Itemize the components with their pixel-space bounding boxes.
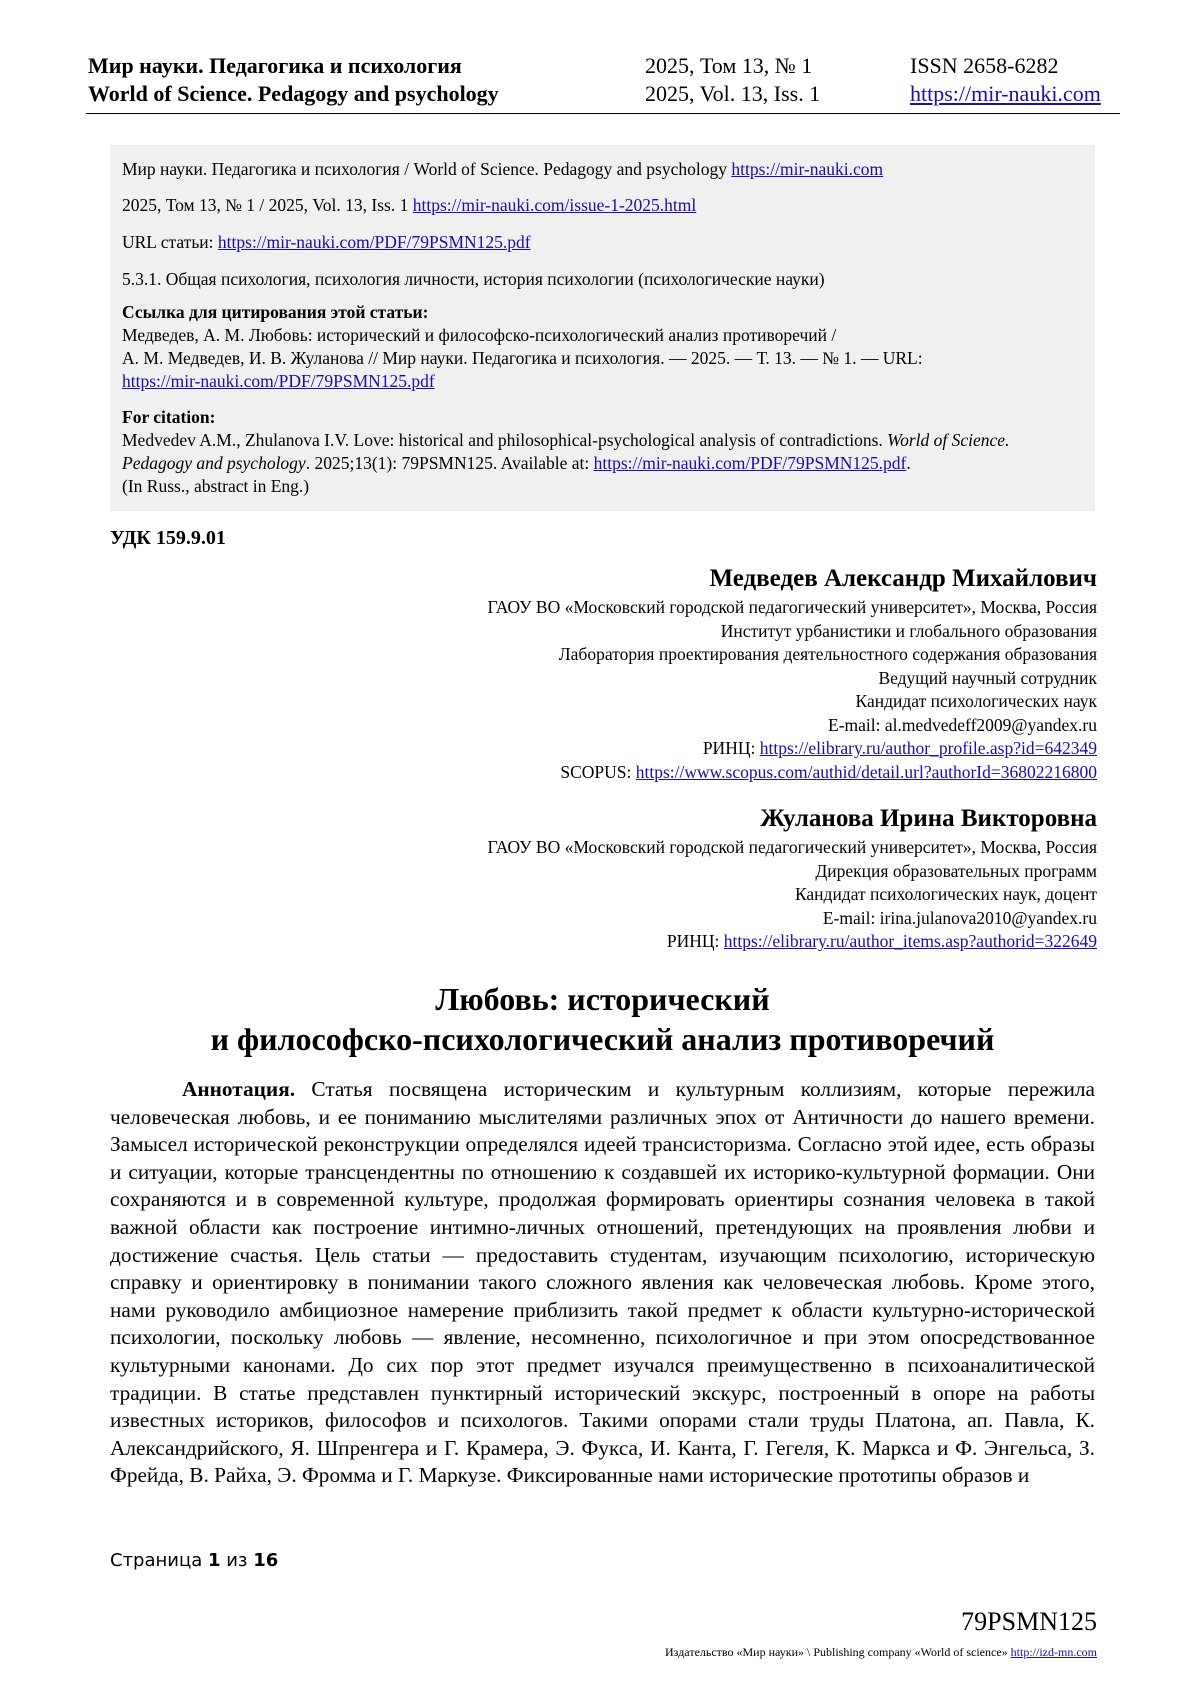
journal-title-en: World of Science. Pedagogy and psychology bbox=[88, 81, 499, 106]
author-department: Дирекция образовательных программ bbox=[815, 860, 1097, 881]
author-degree: Кандидат психологических наук, доцент bbox=[794, 884, 1097, 904]
author-email: E-mail: al.medvedeff2009@yandex.ru bbox=[828, 714, 1097, 735]
author-degree: Кандидат психологических наук bbox=[855, 691, 1097, 711]
author-block-2 bbox=[488, 803, 1097, 954]
article-url-link[interactable]: https://mir-nauki.com/PDF/79PSMN125.pdf bbox=[217, 232, 531, 252]
citation-en: For citation: Medvedev A.M., Zhulanova I.V. Love: historical and philosophical-psychological analysis of contradictions. World of Science. Pedagogy and psychology. 2025;13(1): 79PSMN125. Available at: https://mir-nauki.com/PDF/79PSMN125.pdf. (In Russ., abstract in Eng.) bbox=[122, 407, 1010, 496]
info-line-issue: 2025, Том 13, № 1 / 2025, Vol. 13, Iss. 1 https://mir-nauki.com/issue-1-2025.html bbox=[122, 195, 697, 215]
page-number: Страница 1 из 16 bbox=[110, 1550, 279, 1571]
publisher-line: Издательство «Мир науки» \ Publishing company «World of science» http://izd-mn.com bbox=[665, 1645, 1097, 1659]
author-block-1 bbox=[488, 563, 1097, 784]
header-divider bbox=[86, 113, 1120, 114]
author-institute: Институт урбанистики и глобального образования bbox=[720, 620, 1097, 641]
publisher-link[interactable]: http://izd-mn.com bbox=[1010, 1645, 1097, 1659]
info-line-specialty: 5.3.1. Общая психология, психология личности, история психологии (психологические науки) bbox=[122, 269, 825, 289]
abstract bbox=[110, 1076, 1095, 1490]
scopus-link[interactable]: https://www.scopus.com/authid/detail.url?authorId=36802216800 bbox=[635, 761, 1097, 782]
author-lab: Лаборатория проектирования деятельностного содержания образования bbox=[558, 644, 1097, 664]
author-email: E-mail: irina.julanova2010@yandex.ru bbox=[822, 907, 1097, 928]
journal-link[interactable]: https://mir-nauki.com bbox=[731, 159, 884, 179]
rinc-link[interactable]: https://elibrary.ru/author_profile.asp?id=642349 bbox=[759, 738, 1097, 758]
citation-en-heading: For citation: bbox=[122, 407, 216, 427]
issue-en: 2025, Vol. 13, Iss. 1 bbox=[645, 81, 821, 106]
journal-title-ru: Мир науки. Педагогика и психология bbox=[88, 53, 462, 78]
journal-header bbox=[88, 52, 1118, 108]
article-title: Любовь: исторический и философско-психологический анализ противоречий bbox=[210, 981, 995, 1057]
site-link[interactable]: https://mir-nauki.com bbox=[910, 81, 1101, 106]
issue-ru: 2025, Том 13, № 1 bbox=[645, 53, 813, 78]
rinc-link[interactable]: https://elibrary.ru/author_items.asp?authorid=322649 bbox=[723, 931, 1097, 951]
author-rinc: РИНЦ: https://elibrary.ru/author_items.asp?authorid=322649 bbox=[666, 931, 1097, 951]
author-name: Жуланова Ирина Викторовна bbox=[760, 805, 1097, 832]
author-rinc: РИНЦ: https://elibrary.ru/author_profile.asp?id=642349 bbox=[702, 738, 1097, 758]
citation-en-link[interactable]: https://mir-nauki.com/PDF/79PSMN125.pdf bbox=[593, 453, 907, 473]
abstract-text: Статья посвящена историческим и культурным коллизиям, которые пережила человеческая любовь, и ее пониманию мыслителями различных эпох от Античности до нашего времени. Замысел исторической реконструкции определялся идеей трансисторизма. Согласно этой идее, есть образы и ситуации, которые трансцендентны по отношению к создавшей их историко-культурной формации. Они сохраняются и в современной культуре, продолжая формировать ориентиры сознания человека в такой важной области как построение интимно-личных отношений, претендующих на проявления любви и достижение счастья. Цель статьи — предоставить студентам, изучающим психологию, историческую справку и ориентировку в понимании такого сложного явления как человеческая любовь. Кроме этого, нами руководило амбициозное намерение приблизить такой предмет к области культурно-исторической психологии, поскольку любовь — явление, несомненно, психологичное и при этом опосредствованное культурными канонами. До сих пор этот предмет изучался преимущественно в психоаналитической традиции. В статье представлен пунктирный исторический экскурс, построенный в опоре на работы известных историков, философов и психологов. Такими опорами стали труды Платона, ап. Павла, К. Александрийского, Я. Шпренгера и Г. Крамера, Э. Фукса, И. Канта, Г. Гегеля, К. Маркса и Ф. Энгельса, З. Фрейда, В. Райха, Э. Фромма и Г. Маркузе. Фиксированные нами исторические прототипы образов и bbox=[110, 1077, 1095, 1488]
author-affiliation: ГАОУ ВО «Московский городской педагогический университет», Москва, Россия bbox=[487, 837, 1097, 857]
article-code: 79PSMN125 bbox=[961, 1607, 1097, 1636]
citation-info-box bbox=[110, 145, 1095, 511]
citation-ru-heading: Ссылка для цитирования этой статьи: bbox=[122, 302, 429, 322]
author-scopus: SCOPUS: https://www.scopus.com/authid/detail.url?authorId=36802216800 bbox=[560, 761, 1097, 782]
abstract-label: Аннотация. bbox=[182, 1077, 296, 1101]
issue-link[interactable]: https://mir-nauki.com/issue-1-2025.html bbox=[412, 195, 697, 215]
udk-code: УДК 159.9.01 bbox=[110, 527, 226, 549]
citation-ru: Ссылка для цитирования этой статьи: Медведев, А. М. Любовь: исторический и философско-психологический анализ противоречий / А. М. Медведев, И. В. Жуланова // Мир науки. Педагогика и психология. — 2025. — Т. 13. — № 1. — URL: https://mir-nauki.com/PDF/79PSMN125.pdf bbox=[122, 302, 923, 391]
citation-ru-link[interactable]: https://mir-nauki.com/PDF/79PSMN125.pdf bbox=[122, 371, 435, 391]
author-name: Медведев Александр Михайлович bbox=[709, 565, 1097, 592]
info-line-url: URL статьи: https://mir-nauki.com/PDF/79PSMN125.pdf bbox=[122, 232, 531, 252]
info-line-journal: Мир науки. Педагогика и психология / World of Science. Pedagogy and psychology https://mir-nauki.com bbox=[122, 159, 884, 179]
issn: ISSN 2658-6282 bbox=[910, 53, 1059, 78]
author-affiliation: ГАОУ ВО «Московский городской педагогический университет», Москва, Россия bbox=[487, 597, 1097, 617]
author-position: Ведущий научный сотрудник bbox=[878, 667, 1097, 688]
